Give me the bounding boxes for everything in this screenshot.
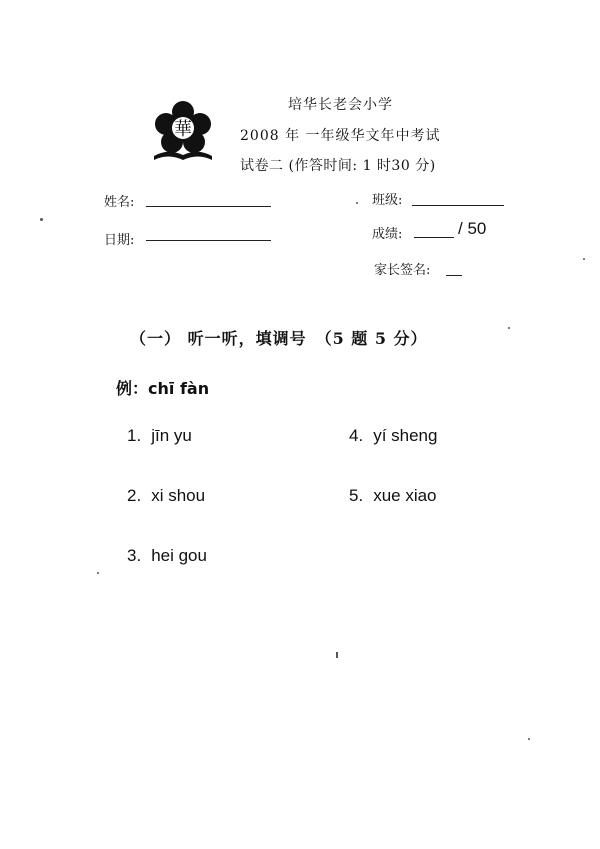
question-item-2 bbox=[127, 486, 205, 506]
question-text: yí sheng bbox=[373, 426, 438, 445]
score-label: 成绩: bbox=[372, 227, 403, 242]
scan-speck bbox=[528, 738, 530, 740]
class-line[interactable] bbox=[412, 205, 504, 206]
school-logo bbox=[148, 100, 218, 166]
parent-signature-line[interactable] bbox=[446, 275, 462, 276]
school-name: 培华长老会小学 bbox=[288, 97, 393, 113]
scan-speck bbox=[356, 202, 358, 204]
scan-speck bbox=[40, 218, 43, 221]
question-text: jīn yu bbox=[151, 426, 192, 445]
question-item-3 bbox=[127, 546, 207, 566]
question-item-1 bbox=[127, 426, 192, 446]
section-title: （一） 听一听，填调号 （5 题 5 分） bbox=[130, 329, 428, 348]
question-item-5 bbox=[349, 486, 437, 506]
score-line[interactable] bbox=[414, 237, 454, 238]
question-text: xi shou bbox=[151, 486, 206, 505]
scan-speck bbox=[508, 327, 510, 329]
exam-title: 2008 年 一年级华文年中考试 bbox=[240, 128, 441, 144]
example-label: 例： bbox=[116, 379, 149, 398]
name-label: 姓名: bbox=[104, 195, 135, 210]
class-label: 班级: bbox=[372, 193, 403, 208]
question-number: 5. bbox=[349, 486, 364, 505]
example-value: chī fàn bbox=[148, 379, 210, 398]
name-line[interactable] bbox=[146, 206, 271, 207]
paper-duration: 试卷二 (作答时间: 1 时30 分) bbox=[240, 158, 436, 174]
question-number: 4. bbox=[349, 426, 364, 445]
scan-speck bbox=[336, 652, 338, 658]
logo-character: 華 bbox=[174, 119, 192, 140]
date-line[interactable] bbox=[146, 240, 271, 241]
question-number: 2. bbox=[127, 486, 142, 505]
example-line bbox=[116, 376, 209, 399]
scan-speck bbox=[97, 572, 99, 574]
question-item-4 bbox=[349, 426, 437, 446]
parent-signature-label: 家长签名: bbox=[374, 263, 431, 278]
question-text: xue xiao bbox=[373, 486, 437, 505]
question-number: 3. bbox=[127, 546, 142, 565]
scan-speck bbox=[583, 258, 585, 260]
date-label: 日期: bbox=[104, 233, 135, 248]
question-text: hei gou bbox=[151, 546, 207, 565]
question-number: 1. bbox=[127, 426, 142, 445]
score-total: / 50 bbox=[458, 219, 487, 238]
